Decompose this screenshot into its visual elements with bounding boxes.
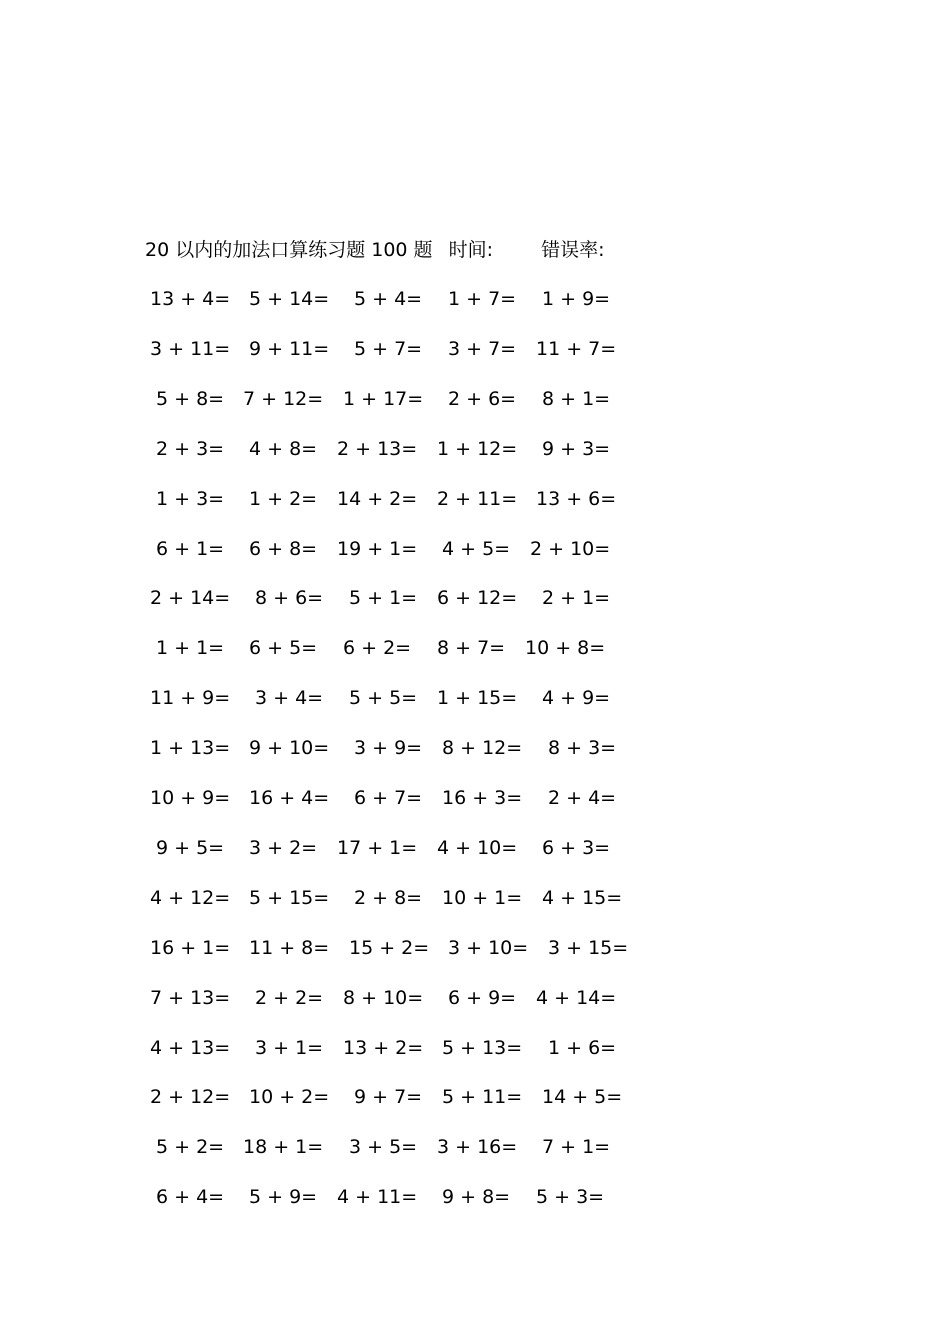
time-label: 时间: bbox=[448, 239, 494, 261]
problem-4-4: 1 + 12= bbox=[437, 438, 518, 460]
problem-18-4: 3 + 16= bbox=[437, 1136, 518, 1158]
problem-6-5: 2 + 10= bbox=[530, 538, 611, 560]
problem-19-5: 5 + 3= bbox=[536, 1186, 605, 1208]
problem-19-4: 9 + 8= bbox=[442, 1186, 511, 1208]
problem-3-1: 5 + 8= bbox=[156, 388, 225, 410]
problem-18-1: 5 + 2= bbox=[156, 1136, 225, 1158]
problem-1-2: 5 + 14= bbox=[249, 288, 330, 310]
problem-8-2: 6 + 5= bbox=[249, 637, 318, 659]
problem-10-3: 3 + 9= bbox=[354, 737, 423, 759]
problem-10-1: 1 + 13= bbox=[150, 737, 231, 759]
problem-17-5: 14 + 5= bbox=[542, 1086, 623, 1108]
problem-7-1: 2 + 14= bbox=[150, 587, 231, 609]
problem-7-3: 5 + 1= bbox=[349, 587, 418, 609]
problem-15-2: 2 + 2= bbox=[255, 987, 324, 1009]
problem-8-3: 6 + 2= bbox=[343, 637, 412, 659]
problem-5-5: 13 + 6= bbox=[536, 488, 617, 510]
problem-4-2: 4 + 8= bbox=[249, 438, 318, 460]
problem-8-1: 1 + 1= bbox=[156, 637, 225, 659]
problem-17-3: 9 + 7= bbox=[354, 1086, 423, 1108]
problem-18-5: 7 + 1= bbox=[542, 1136, 611, 1158]
problem-12-4: 4 + 10= bbox=[437, 837, 518, 859]
problem-13-4: 10 + 1= bbox=[442, 887, 523, 909]
problem-9-1: 11 + 9= bbox=[150, 687, 231, 709]
problem-16-4: 5 + 13= bbox=[442, 1037, 523, 1059]
problem-19-3: 4 + 11= bbox=[337, 1186, 418, 1208]
problem-2-5: 11 + 7= bbox=[536, 338, 617, 360]
problem-4-1: 2 + 3= bbox=[156, 438, 225, 460]
problem-14-5: 3 + 15= bbox=[548, 937, 629, 959]
problem-3-5: 8 + 1= bbox=[542, 388, 611, 410]
problem-15-3: 8 + 10= bbox=[343, 987, 424, 1009]
problem-4-5: 9 + 3= bbox=[542, 438, 611, 460]
problem-6-3: 19 + 1= bbox=[337, 538, 418, 560]
problem-3-4: 2 + 6= bbox=[448, 388, 517, 410]
problem-5-1: 1 + 3= bbox=[156, 488, 225, 510]
problem-14-3: 15 + 2= bbox=[349, 937, 430, 959]
problem-17-2: 10 + 2= bbox=[249, 1086, 330, 1108]
problem-7-5: 2 + 1= bbox=[542, 587, 611, 609]
problem-18-2: 18 + 1= bbox=[243, 1136, 324, 1158]
problem-15-5: 4 + 14= bbox=[536, 987, 617, 1009]
problem-3-2: 7 + 12= bbox=[243, 388, 324, 410]
problem-9-3: 5 + 5= bbox=[349, 687, 418, 709]
problem-3-3: 1 + 17= bbox=[343, 388, 424, 410]
problem-14-4: 3 + 10= bbox=[448, 937, 529, 959]
problem-19-1: 6 + 4= bbox=[156, 1186, 225, 1208]
problem-13-3: 2 + 8= bbox=[354, 887, 423, 909]
problem-13-5: 4 + 15= bbox=[542, 887, 623, 909]
problem-6-1: 6 + 1= bbox=[156, 538, 225, 560]
problem-13-2: 5 + 15= bbox=[249, 887, 330, 909]
problem-9-5: 4 + 9= bbox=[542, 687, 611, 709]
problem-16-2: 3 + 1= bbox=[255, 1037, 324, 1059]
problem-12-5: 6 + 3= bbox=[542, 837, 611, 859]
problem-9-2: 3 + 4= bbox=[255, 687, 324, 709]
problem-10-4: 8 + 12= bbox=[442, 737, 523, 759]
problem-17-1: 2 + 12= bbox=[150, 1086, 231, 1108]
problem-14-2: 11 + 8= bbox=[249, 937, 330, 959]
problem-12-1: 9 + 5= bbox=[156, 837, 225, 859]
problem-16-5: 1 + 6= bbox=[548, 1037, 617, 1059]
problem-1-1: 13 + 4= bbox=[150, 288, 231, 310]
problem-5-3: 14 + 2= bbox=[337, 488, 418, 510]
problem-2-3: 5 + 7= bbox=[354, 338, 423, 360]
problem-1-3: 5 + 4= bbox=[354, 288, 423, 310]
problem-4-3: 2 + 13= bbox=[337, 438, 418, 460]
problem-10-2: 9 + 10= bbox=[249, 737, 330, 759]
problem-6-2: 6 + 8= bbox=[249, 538, 318, 560]
problem-7-2: 8 + 6= bbox=[255, 587, 324, 609]
problem-11-1: 10 + 9= bbox=[150, 787, 231, 809]
problem-2-2: 9 + 11= bbox=[249, 338, 330, 360]
problem-11-5: 2 + 4= bbox=[548, 787, 617, 809]
problem-12-2: 3 + 2= bbox=[249, 837, 318, 859]
problem-2-1: 3 + 11= bbox=[150, 338, 231, 360]
problem-11-2: 16 + 4= bbox=[249, 787, 330, 809]
problem-10-5: 8 + 3= bbox=[548, 737, 617, 759]
problem-13-1: 4 + 12= bbox=[150, 887, 231, 909]
worksheet-title: 20 以内的加法口算练习题 100 题 bbox=[145, 239, 433, 261]
problem-11-3: 6 + 7= bbox=[354, 787, 423, 809]
problem-14-1: 16 + 1= bbox=[150, 937, 231, 959]
problem-16-1: 4 + 13= bbox=[150, 1037, 231, 1059]
problem-6-4: 4 + 5= bbox=[442, 538, 511, 560]
problem-5-4: 2 + 11= bbox=[437, 488, 518, 510]
problem-2-4: 3 + 7= bbox=[448, 338, 517, 360]
problem-18-3: 3 + 5= bbox=[349, 1136, 418, 1158]
problem-15-1: 7 + 13= bbox=[150, 987, 231, 1009]
problem-12-3: 17 + 1= bbox=[337, 837, 418, 859]
problem-11-4: 16 + 3= bbox=[442, 787, 523, 809]
problem-17-4: 5 + 11= bbox=[442, 1086, 523, 1108]
problem-19-2: 5 + 9= bbox=[249, 1186, 318, 1208]
problem-1-4: 1 + 7= bbox=[448, 288, 517, 310]
error-rate-label: 错误率: bbox=[541, 239, 605, 261]
problem-15-4: 6 + 9= bbox=[448, 987, 517, 1009]
problem-16-3: 13 + 2= bbox=[343, 1037, 424, 1059]
problem-5-2: 1 + 2= bbox=[249, 488, 318, 510]
problem-1-5: 1 + 9= bbox=[542, 288, 611, 310]
problem-7-4: 6 + 12= bbox=[437, 587, 518, 609]
problem-9-4: 1 + 15= bbox=[437, 687, 518, 709]
problem-8-5: 10 + 8= bbox=[525, 637, 606, 659]
problem-8-4: 8 + 7= bbox=[437, 637, 506, 659]
